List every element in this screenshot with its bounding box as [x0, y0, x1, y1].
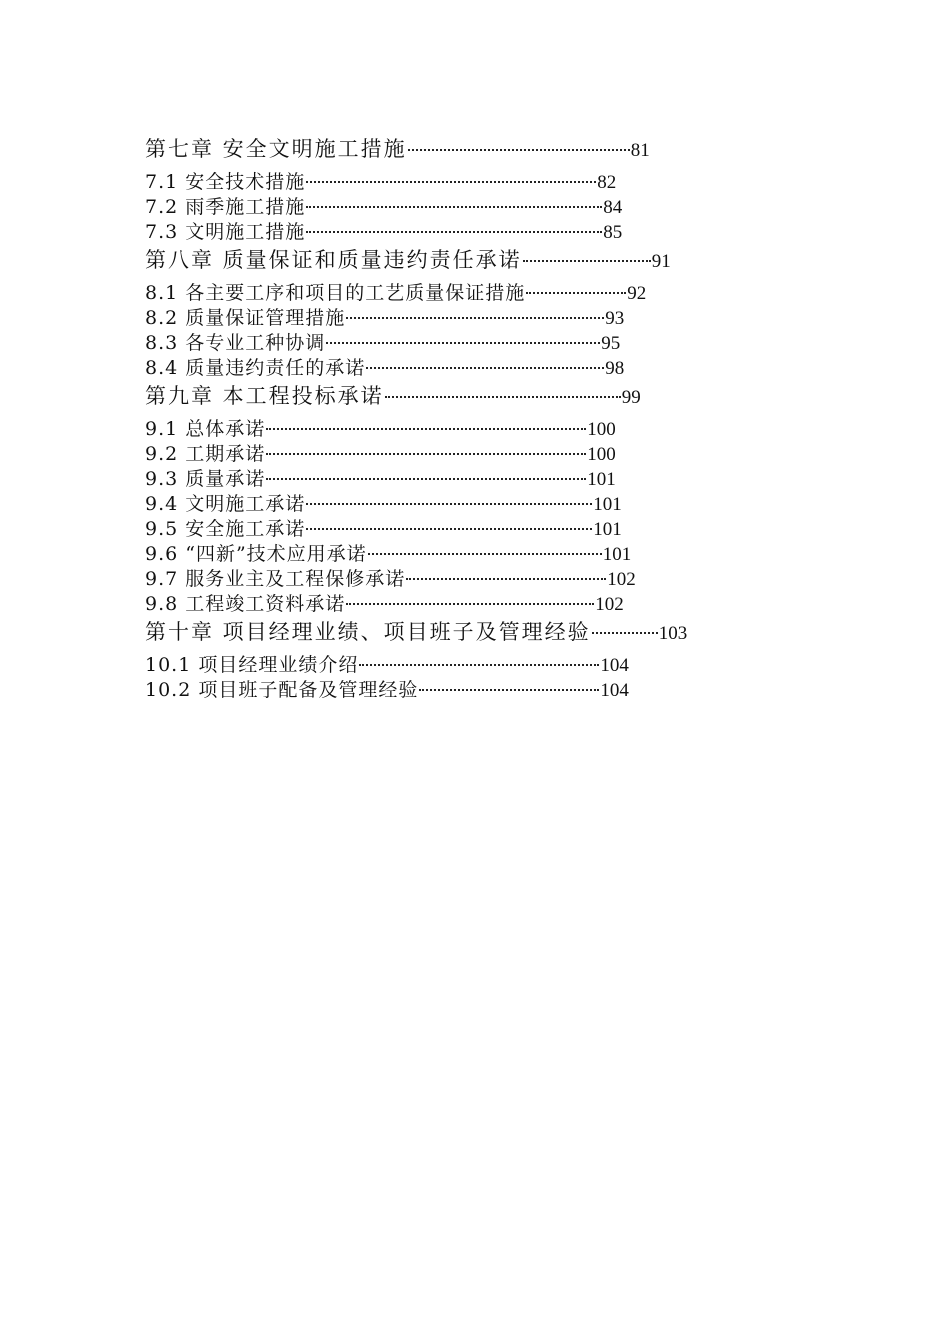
- toc-page-number: 101: [602, 544, 632, 565]
- toc-entry-title: 8.3 各专业工种协调: [145, 332, 326, 354]
- toc-entry-title: 10.2 项目班子配备及管理经验: [145, 679, 419, 701]
- toc-section-9-3[interactable]: [145, 467, 765, 492]
- toc-section-10-1[interactable]: [145, 653, 765, 678]
- toc-entry-title: 9.6 “四新”技术应用承诺: [145, 543, 367, 565]
- toc-section-9-8[interactable]: [145, 592, 765, 617]
- toc-section-8-2[interactable]: [145, 306, 765, 331]
- toc-chapter-8[interactable]: [145, 245, 765, 281]
- toc-entry-title: 第八章 质量保证和质量违约责任承诺: [145, 248, 522, 272]
- leader-dots: [306, 231, 602, 233]
- toc-page-number: 99: [621, 387, 641, 408]
- toc-entry-title: 9.8 工程竣工资料承诺: [145, 593, 346, 615]
- toc-page-number: 81: [630, 140, 650, 161]
- toc-page-number: 92: [627, 283, 647, 304]
- toc-entry-title: 8.2 质量保证管理措施: [145, 307, 346, 329]
- toc-entry-title: 8.4 质量违约责任的承诺: [145, 357, 366, 379]
- toc-page-number: 93: [605, 308, 625, 329]
- toc-section-7-1[interactable]: [145, 170, 765, 195]
- toc-chapter-10[interactable]: [145, 617, 765, 653]
- table-of-contents: [145, 134, 765, 703]
- toc-page-number: 95: [601, 333, 621, 354]
- leader-dots: [359, 664, 599, 666]
- toc-section-8-3[interactable]: [145, 331, 765, 356]
- leader-dots: [266, 428, 586, 430]
- leader-dots: [406, 578, 606, 580]
- toc-entry-title: 9.1 总体承诺: [145, 418, 266, 440]
- leader-dots: [306, 181, 596, 183]
- toc-section-9-4[interactable]: [145, 492, 765, 517]
- toc-section-9-6[interactable]: [145, 542, 765, 567]
- toc-page-number: 104: [600, 655, 629, 676]
- toc-chapter-9[interactable]: [145, 381, 765, 417]
- leader-dots: [266, 453, 586, 455]
- toc-page-number: 100: [587, 444, 616, 465]
- toc-section-8-4[interactable]: [145, 356, 765, 381]
- toc-page-number: 101: [587, 469, 616, 490]
- toc-chapter-7[interactable]: [145, 134, 765, 170]
- leader-dots: [592, 632, 658, 634]
- toc-section-7-3[interactable]: [145, 220, 765, 245]
- toc-entry-title: 第九章 本工程投标承诺: [145, 384, 384, 408]
- toc-page-number: 102: [607, 569, 636, 590]
- toc-entry-title: 10.1 项目经理业绩介绍: [145, 654, 359, 676]
- leader-dots: [306, 528, 592, 530]
- leader-dots: [346, 603, 594, 605]
- toc-page-number: 91: [651, 251, 671, 272]
- toc-page-number: 85: [603, 222, 623, 243]
- toc-entry-title: 第七章 安全文明施工措施: [145, 137, 407, 161]
- leader-dots: [306, 206, 602, 208]
- toc-entry-title: 7.1 安全技术措施: [145, 171, 306, 193]
- toc-page-number: 100: [587, 419, 616, 440]
- leader-dots: [523, 260, 651, 262]
- toc-page-number: 103: [658, 623, 688, 644]
- toc-section-7-2[interactable]: [145, 195, 765, 220]
- toc-page-number: 82: [597, 172, 617, 193]
- toc-entry-title: 9.5 安全施工承诺: [145, 518, 306, 540]
- toc-page-number: 101: [593, 494, 622, 515]
- leader-dots: [306, 503, 592, 505]
- toc-entry-title: 第十章 项目经理业绩、项目班子及管理经验: [145, 620, 591, 644]
- leader-dots: [366, 367, 604, 369]
- toc-entry-title: 9.3 质量承诺: [145, 468, 266, 490]
- leader-dots: [419, 689, 599, 691]
- toc-page-number: 104: [600, 680, 629, 701]
- toc-section-9-2[interactable]: [145, 442, 765, 467]
- toc-section-8-1[interactable]: [145, 281, 765, 306]
- leader-dots: [326, 342, 600, 344]
- toc-page-number: 102: [595, 594, 624, 615]
- toc-section-9-7[interactable]: [145, 567, 765, 592]
- leader-dots: [266, 478, 586, 480]
- toc-entry-title: 8.1 各主要工序和项目的工艺质量保证措施: [145, 282, 526, 304]
- toc-entry-title: 9.2 工期承诺: [145, 443, 266, 465]
- toc-entry-title: 9.4 文明施工承诺: [145, 493, 306, 515]
- leader-dots: [385, 396, 621, 398]
- toc-page-number: 98: [605, 358, 625, 379]
- leader-dots: [368, 553, 602, 555]
- toc-entry-title: 7.2 雨季施工措施: [145, 196, 306, 218]
- toc-page-number: 101: [593, 519, 622, 540]
- toc-entry-title: 7.3 文明施工措施: [145, 221, 306, 243]
- toc-page-number: 84: [603, 197, 623, 218]
- toc-section-9-1[interactable]: [145, 417, 765, 442]
- toc-section-10-2[interactable]: [145, 678, 765, 703]
- leader-dots: [526, 292, 626, 294]
- toc-section-9-5[interactable]: [145, 517, 765, 542]
- leader-dots: [408, 149, 630, 151]
- toc-entry-title: 9.7 服务业主及工程保修承诺: [145, 568, 406, 590]
- leader-dots: [346, 317, 604, 319]
